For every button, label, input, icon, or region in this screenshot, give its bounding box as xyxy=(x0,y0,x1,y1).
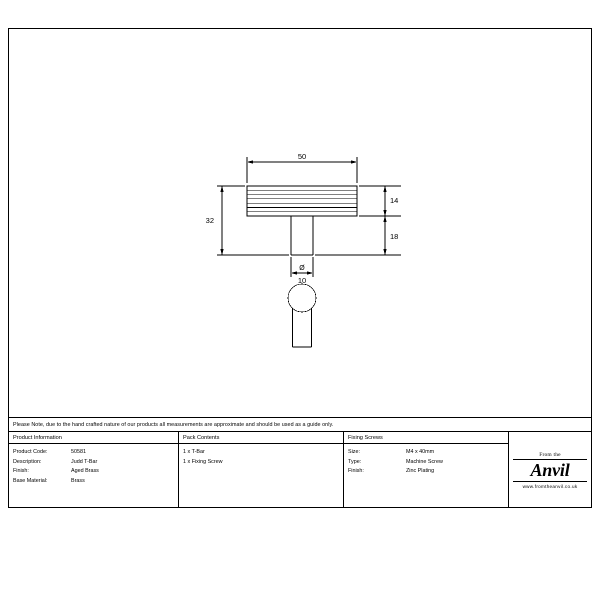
logo-top-text: From the xyxy=(539,451,561,458)
screw-type-key: Type: xyxy=(348,458,362,465)
product-information-body xyxy=(9,444,178,486)
description-row xyxy=(13,458,178,468)
screw-finish-key: Finish: xyxy=(348,468,364,474)
dim-label-32: 32 xyxy=(205,216,214,225)
brand-logo xyxy=(509,432,591,508)
spec-sheet xyxy=(8,28,592,508)
logo-divider xyxy=(513,481,587,482)
plan-view-circle xyxy=(288,284,316,312)
dimension-height-32 xyxy=(217,186,289,255)
base-material-value: Brass xyxy=(71,477,85,484)
screw-size-row xyxy=(348,448,508,458)
dim-label-50: 50 xyxy=(297,152,307,161)
spec-table xyxy=(9,432,591,508)
tbar-head-knurl-lines xyxy=(247,190,357,212)
product-code-key: Product Code: xyxy=(13,449,48,455)
pack-contents-column xyxy=(179,432,344,508)
screw-finish-row xyxy=(348,467,508,477)
product-code-row xyxy=(13,448,178,458)
dim-label-10: 10 xyxy=(297,276,307,285)
pack-contents-line: 1 x T-Bar xyxy=(183,449,205,455)
fixing-screws-body xyxy=(344,444,508,477)
drawing-canvas xyxy=(9,29,593,417)
screw-finish-value: Zinc Plating xyxy=(406,468,435,474)
screw-size-key: Size: xyxy=(348,449,360,455)
pack-contents-line: 1 x Fixing Screw xyxy=(183,458,223,465)
dim-label-18: 18 xyxy=(390,232,399,241)
screw-type-row xyxy=(348,458,508,468)
plan-view-stem xyxy=(293,308,312,347)
technical-drawing xyxy=(9,29,591,417)
measurement-note: Please Note, due to the hand crafted nature of our products all measurements are approximate and should be used as a guide only. xyxy=(9,417,591,432)
base-material-key: Base Material: xyxy=(13,477,48,484)
base-material-row xyxy=(13,477,178,487)
finish-key: Finish: xyxy=(13,468,29,474)
logo-url-text: www.fromtheanvil.co.uk xyxy=(522,483,578,489)
dimension-stem-18 xyxy=(315,216,401,255)
screw-size-value: M4 x 40mm xyxy=(406,449,435,455)
dim-label-14: 14 xyxy=(390,196,399,205)
fixing-screws-column xyxy=(344,432,509,508)
description-value: Judd T-Bar xyxy=(71,458,98,465)
finish-row xyxy=(13,467,178,477)
finish-value: Aged Brass xyxy=(71,468,99,474)
product-information-column xyxy=(9,432,179,508)
pack-contents-header: Pack Contents xyxy=(179,432,343,444)
product-information-header: Product Information xyxy=(9,432,178,444)
tbar-stem-outline xyxy=(291,216,313,255)
brand-logo-column xyxy=(509,432,591,508)
product-code-value: 50581 xyxy=(71,449,86,455)
dim-label-diameter-symbol: Ø xyxy=(299,265,305,272)
fixing-screws-header: Fixing Screws xyxy=(344,432,508,444)
description-key: Description: xyxy=(13,458,42,465)
screw-type-value: Machine Screw xyxy=(406,458,443,465)
pack-contents-body xyxy=(179,444,343,467)
logo-main-text: Anvil xyxy=(530,459,570,480)
